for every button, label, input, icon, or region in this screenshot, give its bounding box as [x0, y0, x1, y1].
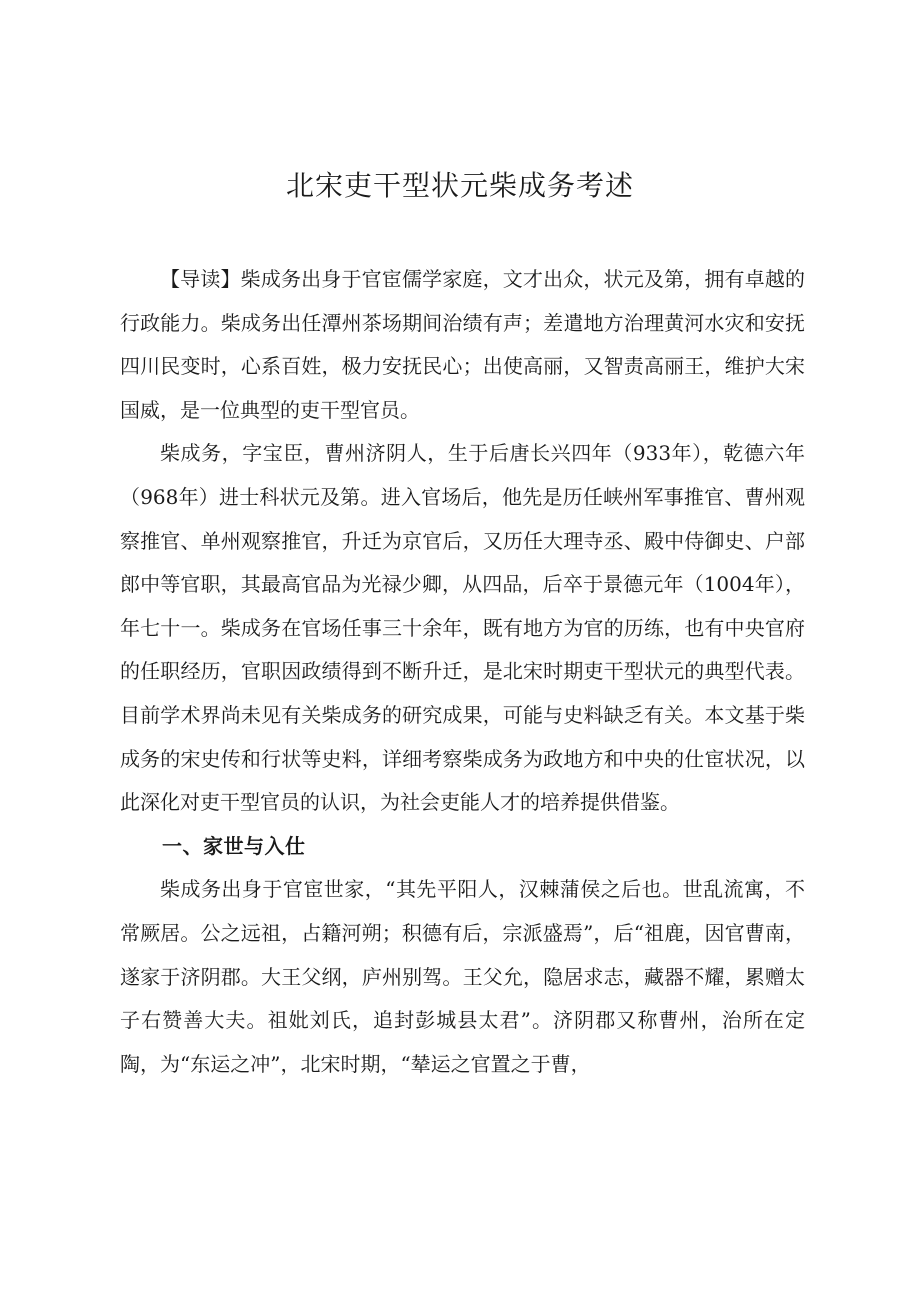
document-body — [120, 258, 805, 1086]
document-title: 北宋吏干型状元柴成务考述 — [285, 169, 634, 202]
lead-label: 【导读】 — [160, 267, 241, 291]
lead-paragraph — [120, 258, 805, 432]
body-paragraph-1: 柴成务，字宝臣，曹州济阴人，生于后唐长兴四年（933年），乾德六年（968年）进士科状元及第。进入官场后，他先是历任峡州军事推官、曹州观察推官、单州观察推官，升迁为京官后，又历任大理寺丞、殿中侍御史、户部郎中等官职，其最高官品为光禄少卿，从四品，后卒于景德元年（1004年），年七十一。柴成务在官场任事三十余年，既有地方为官的历练，也有中央官府的任职经历，官职因政绩得到不断升迁，是北宋时期吏干型状元的典型代表。目前学术界尚未见有关柴成务的研究成果，可能与史料缺乏有关。本文基于柴成务的宋史传和行状等史料，详细考察柴成务为政地方和中央的仕宦状况，以此深化对吏干型官员的认识，为社会吏能人才的培养提供借鉴。 — [120, 441, 805, 815]
body-paragraph-2: 柴成务出身于官宦世家，“其先平阳人，汉棘蒲侯之后也。世乱流寓，不常厥居。公之远祖，占籍河朔；积德有后，宗派盛焉”，后“祖鹿，因官曹南，遂家于济阴郡。大王父纲，庐州别驾。王父允，隐居求志，藏器不耀，累赠太子右赞善大夫。祖妣刘氏，追封彭城县太君”。济阴郡又称曹州，治所在定陶，为“东运之冲”，北宋时期，“辇运之官置之于曹， — [120, 877, 805, 1076]
section-heading-1: 一、家世与入仕 — [162, 833, 306, 858]
lead-text: 柴成务出身于官宦儒学家庭，文才出众，状元及第，拥有卓越的行政能力。柴成务出任潭州茶场期间治绩有声；差遣地方治理黄河水灾和安抚四川民变时，心系百姓，极力安抚民心；出使高丽，又智责高丽王，维护大宋国威，是一位典型的吏干型官员。 — [120, 267, 806, 422]
